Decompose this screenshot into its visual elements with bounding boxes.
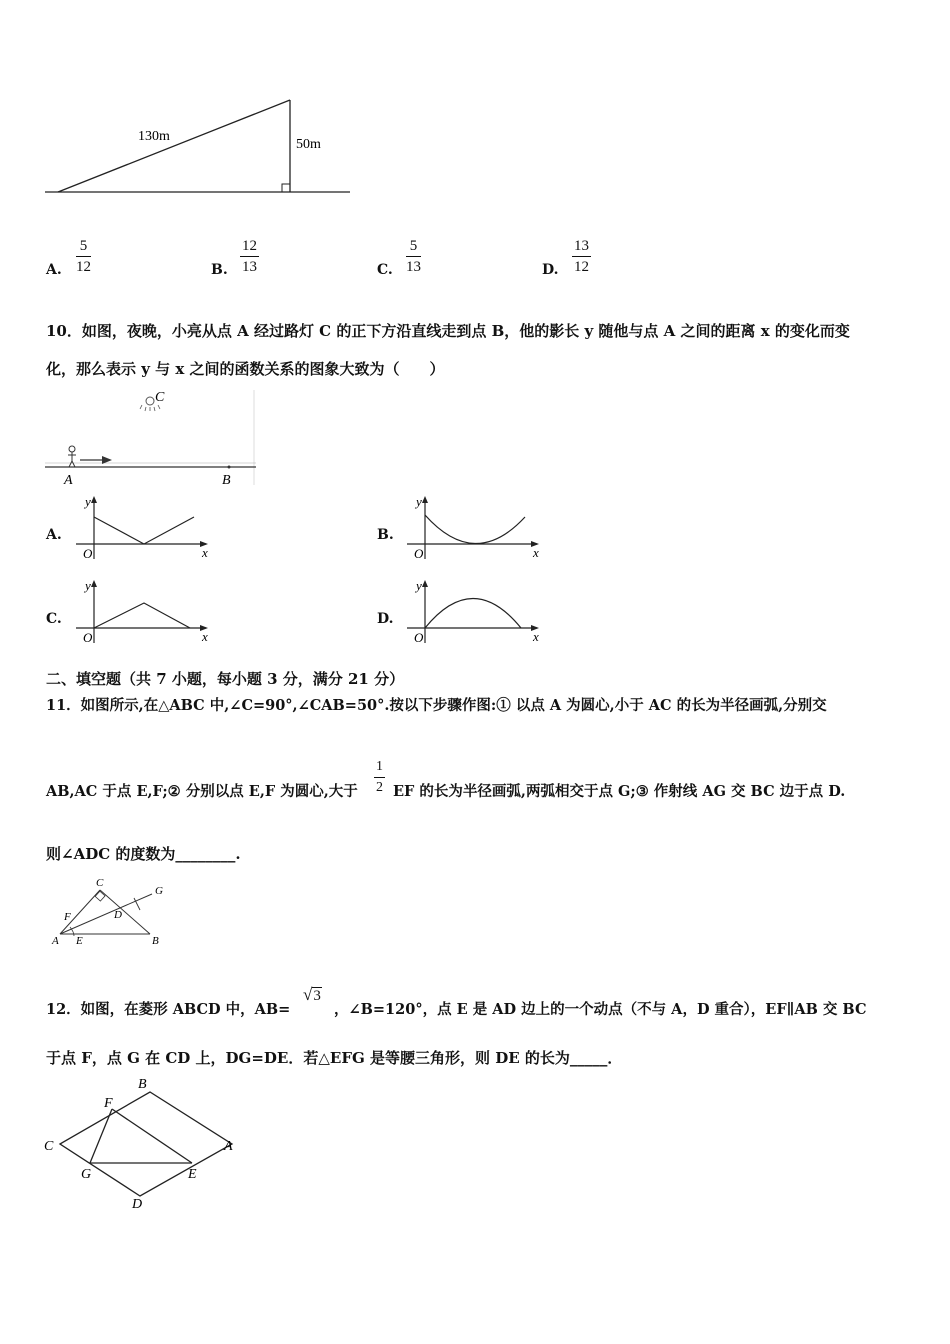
svg-text:O: O xyxy=(414,546,424,561)
svg-text:A: A xyxy=(224,1139,233,1154)
svg-text:x: x xyxy=(202,545,208,560)
svg-text:D: D xyxy=(132,1197,143,1212)
q10-option-c-label[interactable]: C. xyxy=(46,611,62,627)
svg-text:E: E xyxy=(188,1167,197,1182)
svg-text:B: B xyxy=(138,1077,147,1092)
svg-text:C: C xyxy=(44,1139,54,1154)
svg-text:E: E xyxy=(76,935,83,947)
svg-text:x: x xyxy=(533,629,539,644)
q9-triangle-figure xyxy=(40,90,360,205)
q11-line2 xyxy=(46,780,358,801)
q10-line1: 10．如图，夜晚，小亮从点 A 经过路灯 C 的正下方沿直线走到点 B，他的影长 y 随他与点 A 之间的距离 x 的变化而变 xyxy=(46,322,850,340)
q12-rhombus-figure xyxy=(40,1074,245,1214)
q11-line1: 11．如图所示,在△ABC 中,∠C=90°,∠CAB=50°.按以下步骤作图:① 以点 A 为圆心,小于 AC 的长为半径画弧,分别交 xyxy=(46,697,827,714)
q10-point-b-label: B xyxy=(222,473,231,488)
q10-option-c-graph[interactable] xyxy=(72,577,214,645)
svg-text:G: G xyxy=(81,1167,92,1182)
q9-hyp-label: 130m xyxy=(138,129,170,144)
svg-text:B: B xyxy=(152,935,159,947)
q11-triangle-figure xyxy=(48,872,178,950)
q10-option-a-label[interactable]: A. xyxy=(46,527,62,543)
q11-half-fraction: $\frac{1}{2}$ xyxy=(376,759,383,795)
svg-text:F: F xyxy=(64,911,71,923)
q9-option-c-label[interactable]: C. xyxy=(377,262,393,278)
q10-line2: 化，那么表示 y 与 x 之间的函数关系的图象大致为（ ） xyxy=(46,360,445,378)
q10-point-a-label: A xyxy=(64,473,73,488)
svg-text:x: x xyxy=(202,629,208,644)
svg-text:y: y xyxy=(416,494,422,509)
svg-text:x: x xyxy=(533,545,539,560)
svg-text:C: C xyxy=(96,877,104,889)
q9-leg-label: 50m xyxy=(296,137,321,152)
q12-line2: 于点 F，点 G 在 CD 上，DG=DE．若△EFG 是等腰三角形，则 DE 的长为_____． xyxy=(46,1049,623,1067)
person-icon xyxy=(68,446,76,467)
svg-text:F: F xyxy=(104,1096,113,1111)
svg-text:G: G xyxy=(155,885,163,897)
svg-text:O: O xyxy=(83,630,93,645)
q11-line2-part2: EF 的长为半径画弧,两弧相交于点 G;③ 作射线 AG 交 BC 边于点 D. xyxy=(393,783,846,800)
q10-option-b-graph[interactable] xyxy=(403,493,545,561)
q12-sqrt: √3 xyxy=(303,985,321,1004)
q9-option-b-fraction: $\frac{12}{13}$ xyxy=(242,238,257,275)
section-heading-fill-in: 二、填空题（共 7 小题，每小题 3 分，满分 21 分） xyxy=(46,670,405,688)
svg-text:O: O xyxy=(414,630,424,645)
q10-option-d-graph[interactable] xyxy=(403,577,545,645)
q11-line2-part1: AB,AC 于点 E,F;② 分别以点 E,F 为圆心,大于 xyxy=(46,783,358,800)
q9-option-d-label[interactable]: D. xyxy=(542,262,559,278)
q9-option-a-label[interactable]: A. xyxy=(46,262,62,278)
svg-text:O: O xyxy=(83,546,93,561)
q10-option-a-graph[interactable] xyxy=(72,493,214,561)
q9-option-b-label[interactable]: B. xyxy=(211,262,228,278)
q10-option-b-label[interactable]: B. xyxy=(377,527,394,543)
q11-line3: 则∠ADC 的度数为________. xyxy=(46,845,241,863)
svg-text:D: D xyxy=(114,909,122,921)
q9-option-a-fraction: $\frac{5}{12}$ xyxy=(76,238,91,275)
q12-line1-part1: 12．如图，在菱形 ABCD 中，AB= xyxy=(46,1001,291,1018)
q12-line1 xyxy=(46,998,290,1019)
q10-street-figure xyxy=(42,385,262,490)
q9-option-d-fraction: $\frac{13}{12}$ xyxy=(574,238,589,275)
svg-text:y: y xyxy=(416,578,422,593)
q12-line1-part2: ，∠B=120°，点 E 是 AD 边上的一个动点（不与 A，D 重合），EF∥AB 交 BC xyxy=(334,1001,867,1018)
svg-text:A: A xyxy=(52,935,59,947)
q9-option-c-fraction: $\frac{5}{13}$ xyxy=(406,238,421,275)
svg-text:y: y xyxy=(85,578,91,593)
q10-option-d-label[interactable]: D. xyxy=(377,611,394,627)
q10-lamp-label: C xyxy=(155,390,165,405)
svg-text:y: y xyxy=(85,494,91,509)
